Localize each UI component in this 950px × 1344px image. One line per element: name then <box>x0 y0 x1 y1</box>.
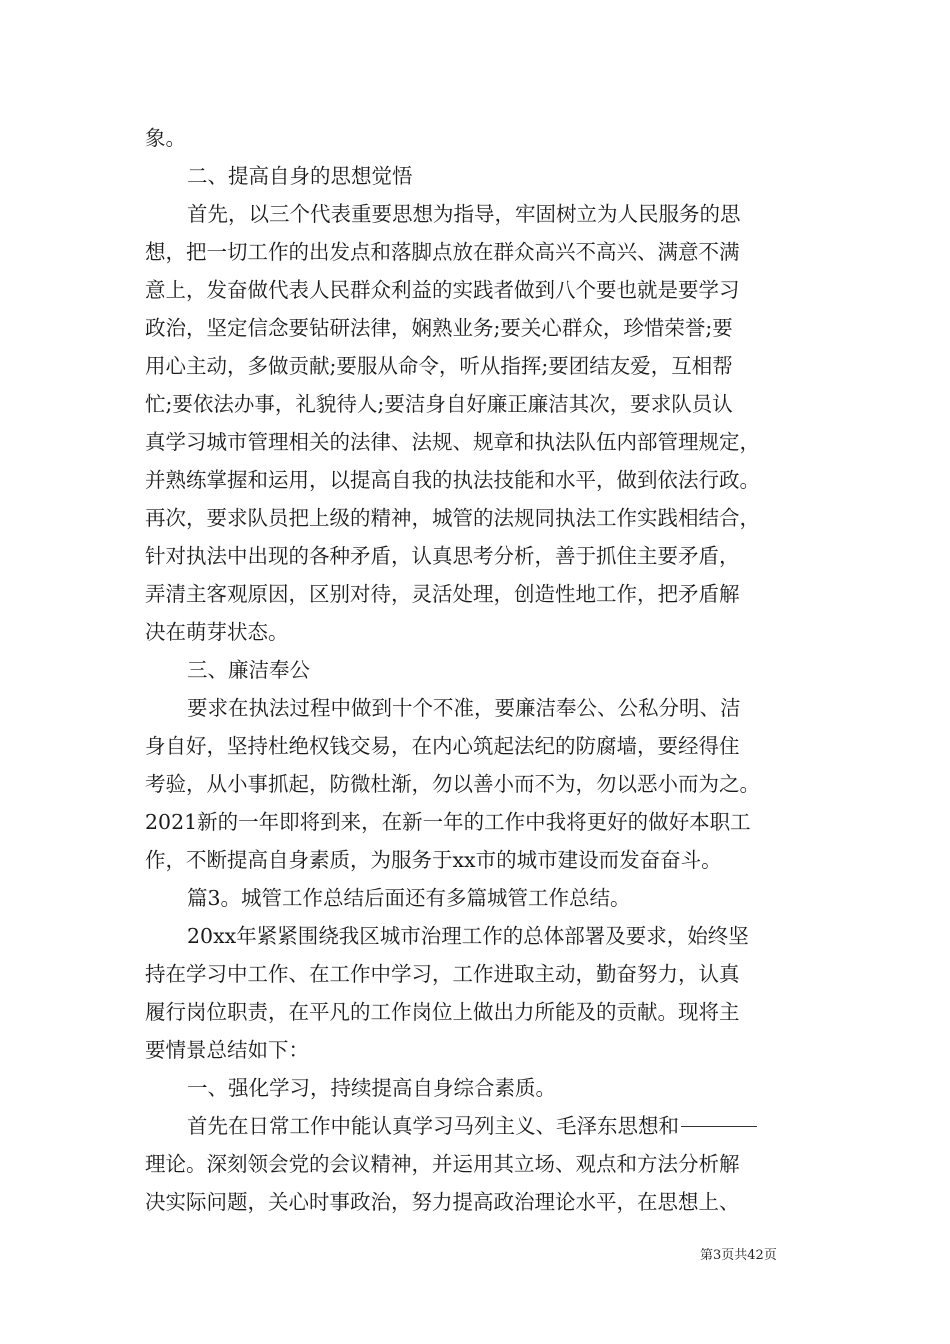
text-line: 弄清主客观原因，区别对待，灵活处理，创造性地工作，把矛盾解 <box>145 582 740 606</box>
text-line: 考验，从小事抓起，防微杜渐，勿以善小而不为，勿以恶小而为之。 <box>145 772 760 796</box>
text-line: 要情景总结如下： <box>145 1038 309 1062</box>
text-span: 首先在日常工作中能认真学习马列主义、毛泽东思想和 <box>187 1114 679 1138</box>
text-line-with-blank <box>187 1106 815 1146</box>
section-heading: 二、提高自身的思想觉悟 <box>187 164 413 188</box>
text-line: 作，不断提高自身素质，为服务于xx市的城市建设而发奋奋斗。 <box>145 848 722 872</box>
text-line: 决在萌芽状态。 <box>145 620 289 644</box>
text-line: 理论。深刻领会党的会议精神，并运用其立场、观点和方法分析解 <box>145 1152 740 1176</box>
text-line: 要求在执法过程中做到十个不准，要廉洁奉公、公私分明、洁 <box>187 696 741 720</box>
text-line: 政治，坚定信念要钻研法律，娴熟业务;要关心群众，珍惜荣誉;要 <box>145 316 733 340</box>
text-line: 针对执法中出现的各种矛盾，认真思考分析，善于抓住主要矛盾， <box>145 544 740 568</box>
section-heading: 一、强化学习，持续提高自身综合素质。 <box>187 1076 556 1100</box>
text-line: 想，把一切工作的出发点和落脚点放在群众高兴不高兴、满意不满 <box>145 240 740 264</box>
text-line: 持在学习中工作、在工作中学习，工作进取主动，勤奋努力，认真 <box>145 962 740 986</box>
text-line: 篇3。城管工作总结后面还有多篇城管工作总结。 <box>187 886 631 910</box>
text-line: 履行岗位职责，在平凡的工作岗位上做出力所能及的贡献。现将主 <box>145 1000 740 1024</box>
text-line: 20xx年紧紧围绕我区城市治理工作的总体部署及要求，始终坚 <box>187 924 749 948</box>
text-line: 首先，以三个代表重要思想为指导，牢固树立为人民服务的思 <box>187 202 741 226</box>
text-line: 身自好，坚持杜绝权钱交易，在内心筑起法纪的防腐墙，要经得住 <box>145 734 740 758</box>
text-line: 再次，要求队员把上级的精神，城管的法规同执法工作实践相结合， <box>145 506 760 530</box>
text-line: 用心主动，多做贡献;要服从命令，听从指挥;要团结友爱，互相帮 <box>145 354 733 378</box>
text-line: 忙;要依法办事，礼貌待人;要洁身自好廉正廉洁其次，要求队员认 <box>145 392 733 416</box>
text-line: 2021新的一年即将到来，在新一年的工作中我将更好的做好本职工 <box>145 810 751 834</box>
text-line: 真学习城市管理相关的法律、法规、规章和执法队伍内部管理规定， <box>145 430 760 454</box>
page-number-footer: 第3页共42页 <box>700 1248 777 1263</box>
text-line: 象。 <box>145 126 186 150</box>
text-line: 意上，发奋做代表人民群众利益的实践者做到八个要也就是要学习 <box>145 278 740 302</box>
text-line: 决实际问题，关心时事政治，努力提高政治理论水平，在思想上、 <box>145 1190 740 1214</box>
text-line: 并熟练掌握和运用，以提高自我的执法技能和水平，做到依法行政。 <box>145 468 760 492</box>
fill-in-blank <box>681 1125 757 1127</box>
section-heading: 三、廉洁奉公 <box>187 658 310 682</box>
